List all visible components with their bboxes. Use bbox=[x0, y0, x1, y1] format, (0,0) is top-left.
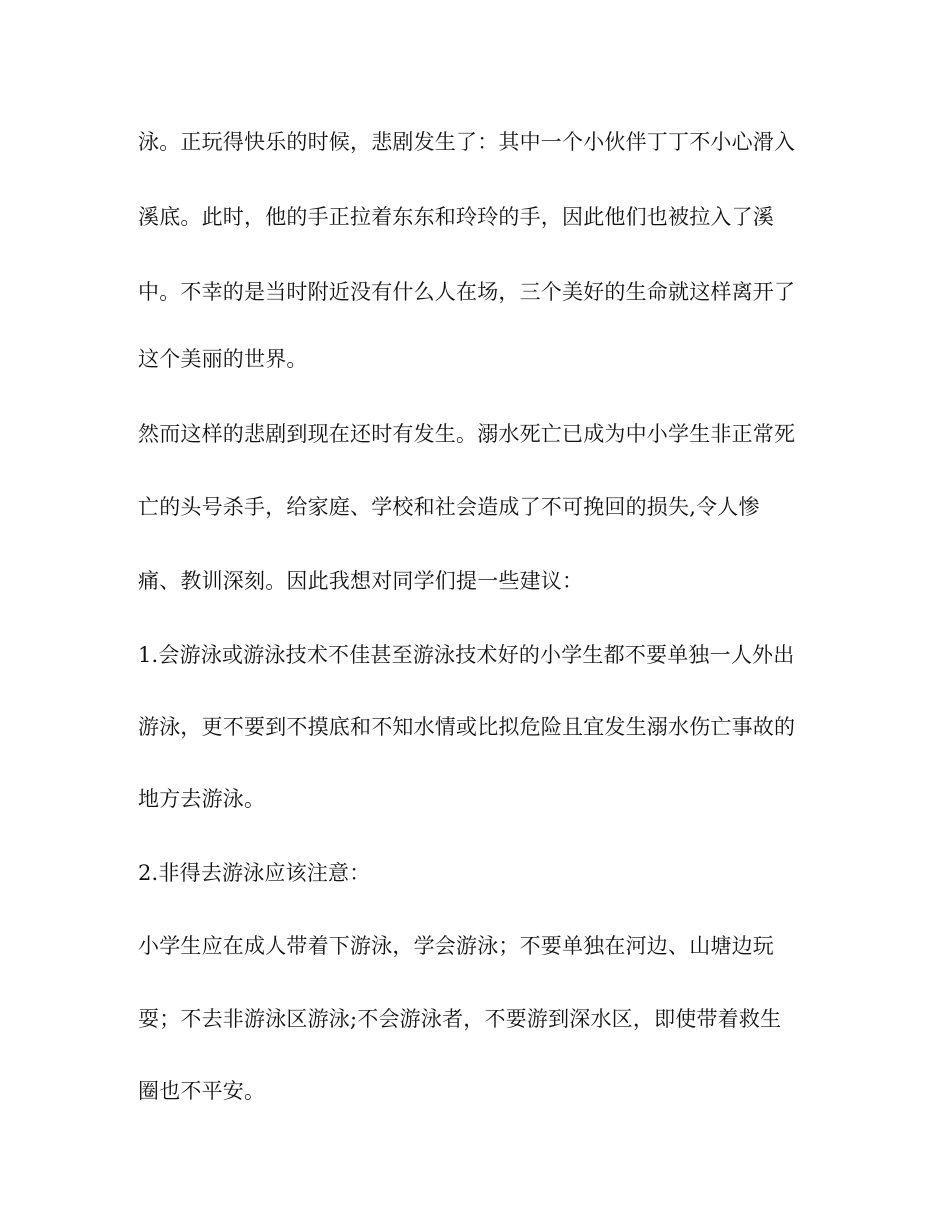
text-line: 溪底。此时，他的手正拉着东东和玲玲的手，因此他们也被拉入了溪 bbox=[138, 205, 774, 229]
text-line: 然而这样的悲剧到现在还时有发生。溺水死亡已成为中小学生非正常死 bbox=[138, 422, 796, 446]
text-line: 亡的头号杀手，给家庭、学校和社会造成了不可挽回的损失,令人惨 bbox=[138, 495, 760, 519]
text-line: 泳。正玩得快乐的时候，悲剧发生了：其中一个小伙伴丁丁不小心滑入 bbox=[138, 130, 796, 154]
text-line: 小学生应在成人带着下游泳，学会游泳；不要单独在河边、山塘边玩 bbox=[138, 934, 774, 958]
text-line: 这个美丽的世界。 bbox=[138, 347, 308, 371]
text-line: 2.非得去游泳应该注意： bbox=[138, 861, 371, 885]
text-line: 1.会游泳或游泳技术不佳甚至游泳技术好的小学生都不要单独一人外出 bbox=[138, 643, 795, 667]
text-line: 圈也不平安。 bbox=[138, 1079, 266, 1103]
text-line: 游泳，更不要到不摸底和不知水情或比拟危险且宜发生溺水伤亡事故的 bbox=[138, 715, 796, 739]
text-line: 中。不幸的是当时附近没有什么人在场，三个美好的生命就这样离开了 bbox=[138, 280, 796, 304]
text-line: 痛、教训深刻。因此我想对同学们提一些建议： bbox=[138, 569, 584, 593]
text-line: 耍；不去非游泳区游泳;不会游泳者，不要游到深水区，即使带着救生 bbox=[138, 1007, 782, 1031]
text-line: 地方去游泳。 bbox=[138, 787, 266, 811]
